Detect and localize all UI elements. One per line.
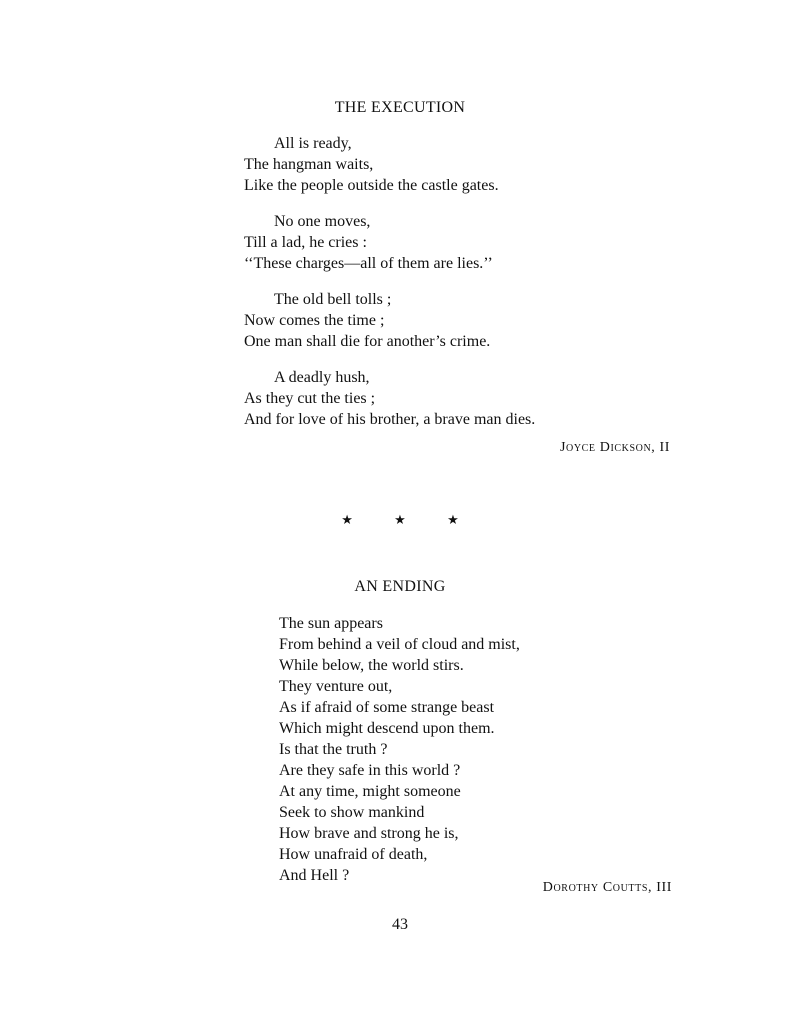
poem-line: Seek to show mankind	[279, 804, 425, 821]
poem-line: Till a lad, he cries :	[244, 234, 367, 251]
poem-title: AN ENDING	[354, 578, 446, 595]
poem-line: They venture out,	[279, 678, 393, 695]
poem-line: Are they safe in this world ?	[279, 762, 461, 779]
poem-line: The hangman waits,	[244, 156, 374, 173]
star-icon: ★	[394, 512, 406, 527]
poem-line: From behind a veil of cloud and mist,	[279, 636, 520, 653]
poem-title: THE EXECUTION	[334, 99, 466, 116]
poem-line: Now comes the time ;	[244, 312, 385, 329]
stanza	[244, 289, 535, 352]
stanza	[244, 367, 535, 430]
page-number: 43	[392, 916, 408, 933]
poem-line: And for love of his brother, a brave man dies.	[244, 411, 536, 428]
stanza	[244, 211, 535, 274]
poem-author: Dorothy Coutts, III	[542, 880, 672, 895]
poem-body	[244, 133, 535, 445]
poem-line: A deadly hush,	[274, 369, 370, 386]
star-icon: ★	[447, 512, 459, 527]
star-icon: ★	[341, 512, 353, 527]
poem-body	[279, 613, 520, 886]
poem-line: Which might descend upon them.	[279, 720, 495, 737]
poem-line: And Hell ?	[279, 867, 350, 884]
stanza	[244, 133, 535, 196]
poem-line: One man shall die for another’s crime.	[244, 333, 491, 350]
poem-line: All is ready,	[274, 135, 352, 152]
poem-line: At any time, might someone	[279, 783, 461, 800]
poem-line: The old bell tolls ;	[274, 291, 392, 308]
poem-author: Joyce Dickson, II	[559, 440, 670, 455]
poem-line: The sun appears	[279, 615, 383, 632]
poem-line: How unafraid of death,	[279, 846, 428, 863]
poem-line: ‘‘These charges—all of them are lies.’’	[244, 255, 493, 272]
poem-line: As if afraid of some strange beast	[279, 699, 495, 716]
poem-line: No one moves,	[274, 213, 371, 230]
section-separator	[0, 512, 800, 528]
poem-line: Like the people outside the castle gates.	[244, 177, 499, 194]
poem-line: While below, the world stirs.	[279, 657, 464, 674]
poem-line: How brave and strong he is,	[279, 825, 459, 842]
poem-line: Is that the truth ?	[279, 741, 388, 758]
poem-line: As they cut the ties ;	[244, 390, 376, 407]
